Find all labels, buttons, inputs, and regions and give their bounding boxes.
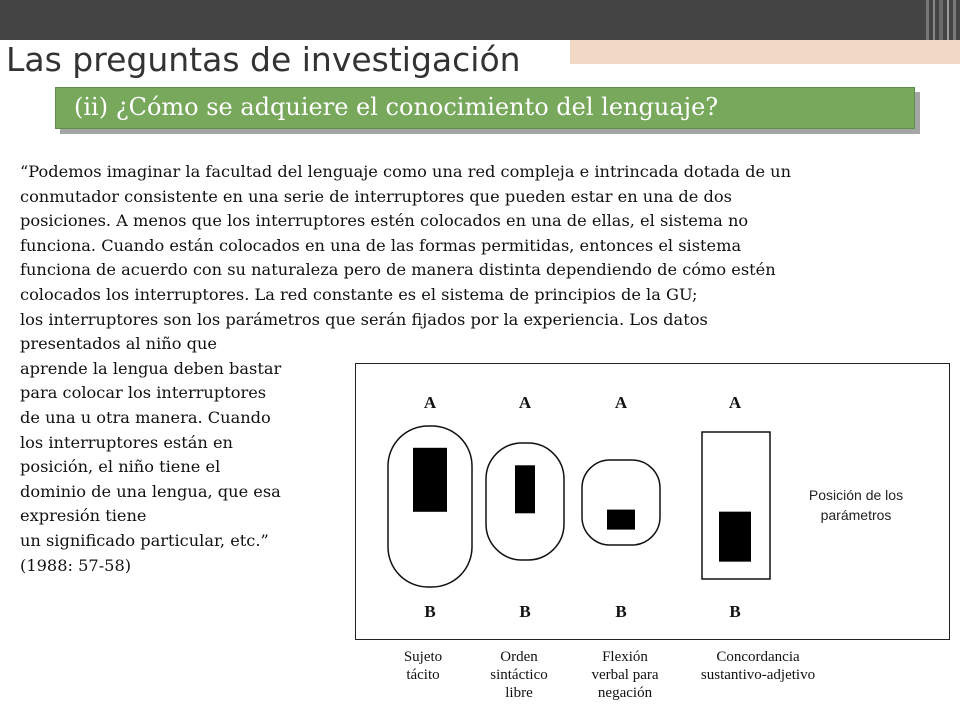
- label-a: A: [518, 393, 532, 412]
- caption-line: sintáctico: [490, 667, 548, 683]
- label-a: A: [614, 393, 628, 412]
- switch-marker: [719, 512, 751, 562]
- quote-line: para colocar los interruptores: [20, 383, 267, 403]
- accent-band: [570, 40, 960, 64]
- switch-marker: [515, 465, 535, 513]
- quote-line: aprende la lengua deben bastar: [20, 358, 282, 378]
- parameter-caption: [404, 648, 442, 684]
- caption-line: verbal para: [591, 667, 659, 683]
- label-a: A: [728, 393, 742, 412]
- caption-line: Orden: [500, 649, 538, 665]
- caption-line: tácito: [406, 667, 440, 683]
- subtitle-text: (ii) ¿Cómo se adquiere el conocimiento del lenguaje?: [74, 93, 719, 121]
- label-b: B: [729, 602, 741, 621]
- switch-marker: [607, 510, 635, 530]
- label-a: A: [423, 393, 437, 412]
- quote-line: los interruptores están en: [20, 432, 233, 452]
- caption-line: Flexión: [602, 649, 648, 665]
- caption-line: Concordancia: [716, 649, 800, 665]
- quote-line: “Podemos imaginar la facultad del lenguaje como una red compleja e intrincada dotada de un: [20, 162, 792, 181]
- legend-label: Posición de los: [808, 487, 904, 503]
- parameters-diagram: [355, 363, 950, 640]
- quote-line: conmutador consistente en una serie de interruptores que pueden estar en una de dos: [20, 186, 732, 206]
- quote-line: (1988: 57-58): [20, 555, 132, 575]
- label-b: B: [424, 602, 436, 621]
- quote-line: presentados al niño que: [20, 334, 217, 354]
- slide-title: Las preguntas de investigación: [6, 40, 521, 79]
- subtitle-banner: [55, 87, 915, 129]
- quote-line: colocados los interruptores. La red constante es el sistema de principios de la GU;: [20, 284, 698, 304]
- quote-line: los interruptores son los parámetros que serán fijados por la experiencia. Los datos: [20, 309, 708, 329]
- caption-line: Sujeto: [403, 649, 443, 665]
- caption-line: negación: [597, 685, 653, 701]
- quote-line: posición, el niño tiene el: [20, 457, 221, 477]
- decorative-stripes: [920, 0, 960, 40]
- quote-line: expresión tiene: [20, 506, 147, 526]
- label-b: B: [519, 602, 531, 621]
- parameter-container: [582, 460, 660, 545]
- parameter-caption: [701, 648, 815, 684]
- parameter-caption: [591, 648, 658, 702]
- label-b: B: [615, 602, 627, 621]
- parameter-caption: [490, 648, 547, 702]
- quote-line: funciona. Cuando están colocados en una de las formas permitidas, entonces el sistema: [20, 235, 742, 255]
- caption-line: sustantivo-adjetivo: [700, 667, 816, 683]
- quote-line: de una u otra manera. Cuando: [20, 407, 271, 427]
- legend-label: parámetros: [820, 507, 892, 523]
- switch-marker: [413, 448, 447, 512]
- quote-line: posiciones. A menos que los interruptores estén colocados en una de ellas, el sistema no: [20, 211, 749, 231]
- quote-line: dominio de una lengua, que esa: [20, 481, 281, 501]
- quote-line: funciona de acuerdo con su naturaleza pero de manera distinta dependiendo de cómo estén: [20, 260, 776, 280]
- parameters-diagram-svg: [356, 364, 951, 641]
- top-bar: [0, 0, 960, 40]
- caption-line: libre: [505, 685, 533, 701]
- quote-line: un significado particular, etc.”: [20, 530, 269, 550]
